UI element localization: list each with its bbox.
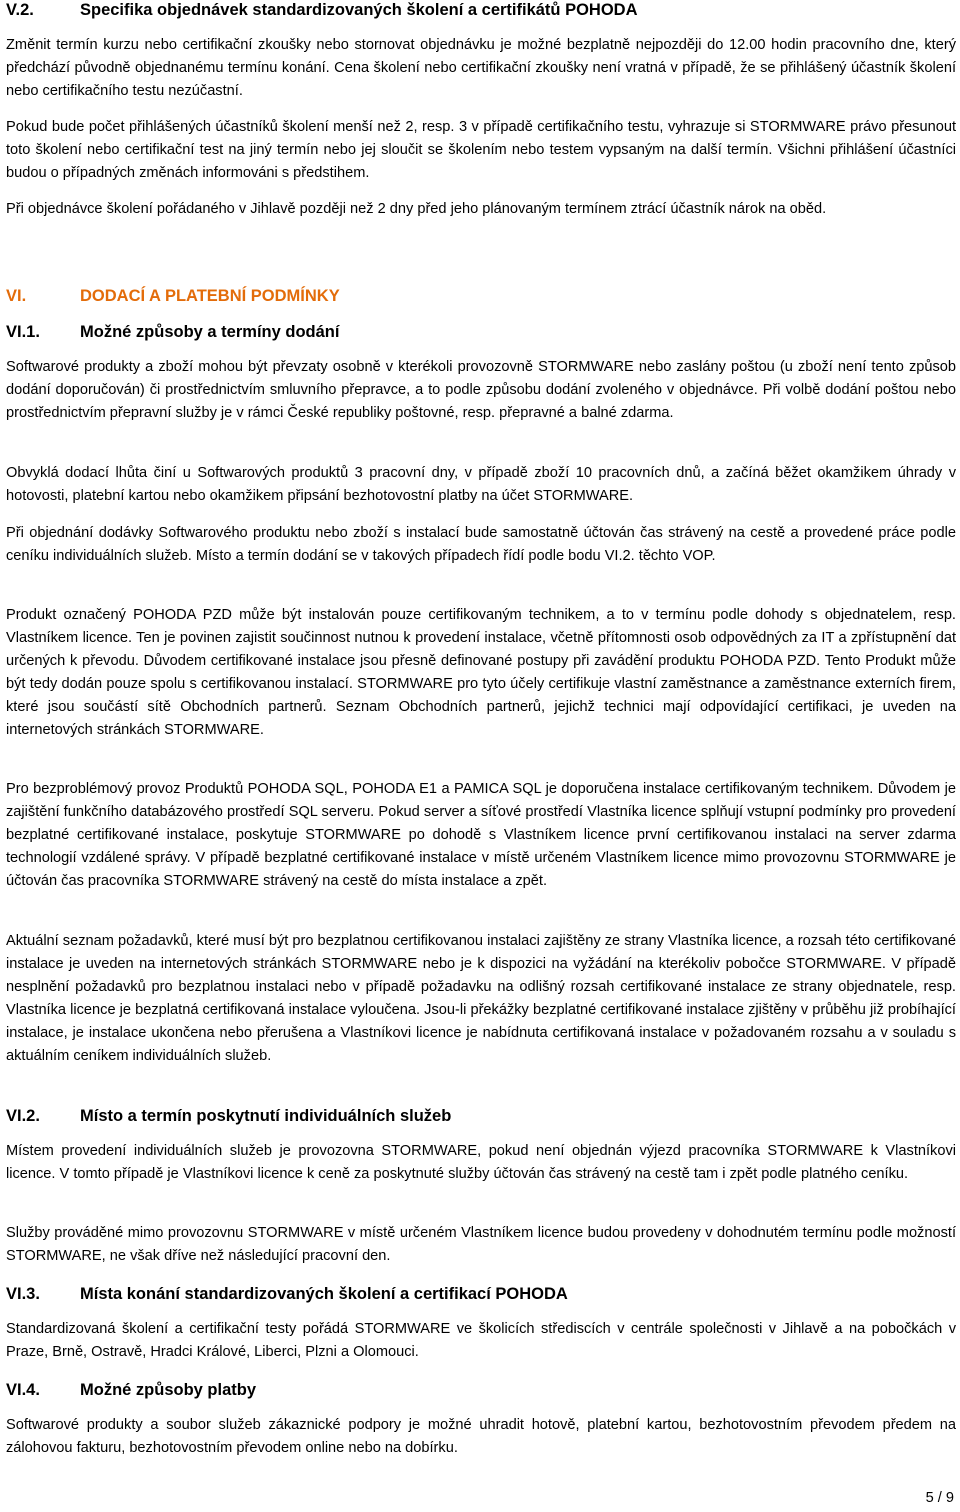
- section-number: VI.4.: [6, 1381, 40, 1399]
- section-heading-vi1: [6, 322, 956, 342]
- section-title: Možné způsoby a termíny dodání: [80, 323, 340, 341]
- paragraph: Obvyklá dodací lhůta činí u Softwarových produktů 3 pracovní dny, v případě zboží 10 pracovních dnů, a začíná běžet okamžikem úhrady v hotovosti, platební kartou nebo okamžikem připsání bezhotovostní platby na účet STORMWARE.: [6, 465, 956, 504]
- paragraph: Pro bezproblémový provoz Produktů POHODA SQL, POHODA E1 a PAMICA SQL je doporučena instalace certifikovaným technikem. Důvodem je zajištění funkčního databázového prostředí SQL serveru. Pokud server a síťové prostředí Vlastníka licence splňují vstupní podmínky pro provedení bezplatné certifikované instalace, poskytuje STORMWARE po dohodě s Vlastníkem licence první certifikovanou instalaci na server zdarma technologií vzdálené správy. V případě bezplatné certifikované instalace v místě určeném Vlastníkem licence mimo provozovnu STORMWARE je účtován čas pracovníka STORMWARE strávený na cestě do místa instalace a zpět.: [6, 781, 956, 889]
- paragraph: Při objednání dodávky Softwarového produktu nebo zboží s instalací bude samostatně účtován čas strávený na cestě a provedené práce podle ceníku individuálních služeb. Místo a termín dodání se v takových případech řídí podle bodu VI.2. těchto VOP.: [6, 525, 956, 564]
- section-title: Místa konání standardizovaných školení a certifikací POHODA: [80, 1285, 568, 1303]
- section-number: VI.1.: [6, 323, 40, 341]
- section-title: Specifika objednávek standardizovaných školení a certifikátů POHODA: [80, 1, 638, 19]
- chapter-number: VI.: [6, 287, 27, 305]
- section-title: Možné způsoby platby: [80, 1381, 257, 1399]
- chapter-heading-vi: [6, 286, 956, 306]
- paragraph: Softwarové produkty a soubor služeb zákaznické podpory je možné uhradit hotově, platební kartou, bezhotovostním převodem předem na zálohovou fakturu, bezhotovostním převodem online nebo na dobírku.: [6, 1417, 956, 1456]
- section-title: Místo a termín poskytnutí individuálních služeb: [80, 1107, 452, 1125]
- section-heading-vi2: [6, 1106, 956, 1126]
- section-number: V.2.: [6, 1, 34, 19]
- paragraph: Pokud bude počet přihlášených účastníků školení menší než 2, resp. 3 v případě certifikačního testu, vyhrazuje si STORMWARE právo přesunout toto školení nebo certifikační test na jiný termín nebo jej sloučit se školením nebo testem vypsaným na další termín. Všichni přihlášení účastníci budou o případných změnách informováni s předstihem.: [6, 119, 956, 181]
- page-number: 5 / 9: [925, 1490, 954, 1506]
- paragraph: Produkt označený POHODA PZD může být instalován pouze certifikovaným technikem, a to v termínu podle dohody s objednatelem, resp. Vlastníkem licence. Ten je povinen zajistit součinnost nutnou k provedení instalace, včetně přítomnosti osob odpovědných za IT a zpřístupnění dat určených k převodu. Důvodem certifikované instalace jsou přesně definované postupy při zavádění produktu POHODA PZD. Tento Produkt může být tedy dodán pouze spolu s certifikovanou instalací. STORMWARE pro tyto účely certifikuje vlastní zaměstnance a zaměstnance externích firem, které jsou součástí sítě Obchodních partnerů. Seznam Obchodních partnerů, jejichž technici mají odpovídající certifikaci, je uveden na internetových stránkách STORMWARE.: [6, 607, 956, 738]
- paragraph: Místem provedení individuálních služeb je provozovna STORMWARE, pokud není objednán výjezd pracovníka STORMWARE k Vlastníkovi licence. V tomto případě je Vlastníkovi licence k ceně za poskytnuté služby účtován čas strávený na cestě tam i zpět podle platného ceníku.: [6, 1143, 956, 1182]
- section-heading-vi4: [6, 1380, 956, 1400]
- paragraph: Při objednávce školení pořádaného v Jihlavě později než 2 dny před jeho plánovaným termínem ztrácí účastník nárok na oběd.: [6, 201, 827, 217]
- section-number: VI.3.: [6, 1285, 40, 1303]
- paragraph: Softwarové produkty a zboží mohou být převzaty osobně v kterékoli provozovně STORMWARE nebo zaslány poštou (u zboží není tento způsob dodání doporučován) či prostřednictvím smluvního přepravce, a to podle způsobu dodání zvoleného v objednávce. Při volbě dodání poštou nebo prostřednictvím přepravní služby je v rámci České republiky poštovné, resp. přepravné a balné zdarma.: [6, 359, 956, 421]
- paragraph: Služby prováděné mimo provozovnu STORMWARE v místě určeném Vlastníkem licence budou provedeny v dohodnutém termínu podle možností STORMWARE, ne však dříve než následující pracovní den.: [6, 1225, 956, 1264]
- paragraph: Aktuální seznam požadavků, které musí být pro bezplatnou certifikovanou instalaci zajištěny ze strany Vlastníka licence, a rozsah této certifikované instalace je uveden na internetových stránkách STORMWARE nebo je k dispozici na vyžádání na kterékoliv pobočce STORMWARE. V případě nesplnění požadavků pro bezplatnou instalaci nebo v případě požadavku na odlišný rozsah certifikované instalace ze strany objednatele, resp. Vlastníka licence je bezplatná certifikovaná instalace vyloučena. Jsou-li překážky bezplatné certifikované instalace zjištěny v průběhu již probíhající instalace, je instalace ukončena nebo přerušena a Vlastníkovi licence je nabídnuta certifikovaná instalace v požadovaném rozsahu a v souladu s aktuálním ceníkem individuálních služeb.: [6, 933, 956, 1064]
- chapter-title: DODACÍ A PLATEBNÍ PODMÍNKY: [80, 287, 340, 305]
- section-heading-vi3: [6, 1284, 956, 1304]
- section-number: VI.2.: [6, 1107, 40, 1125]
- paragraph: Změnit termín kurzu nebo certifikační zkoušky nebo stornovat objednávku je možné bezplatně nejpozději do 12.00 hodin pracovního dne, který předchází původně objednanému termínu konání. Cena školení nebo certifikační zkoušky není vratná v případě, že se přihlášený účastník školení nebo certifikačního testu nezúčastní.: [6, 37, 956, 99]
- paragraph: Standardizovaná školení a certifikační testy pořádá STORMWARE ve školicích střediscích v centrále společnosti v Jihlavě a na pobočkách v Praze, Brně, Ostravě, Hradci Králové, Liberci, Plzni a Olomouci.: [6, 1321, 956, 1360]
- section-heading-v2: [6, 0, 956, 20]
